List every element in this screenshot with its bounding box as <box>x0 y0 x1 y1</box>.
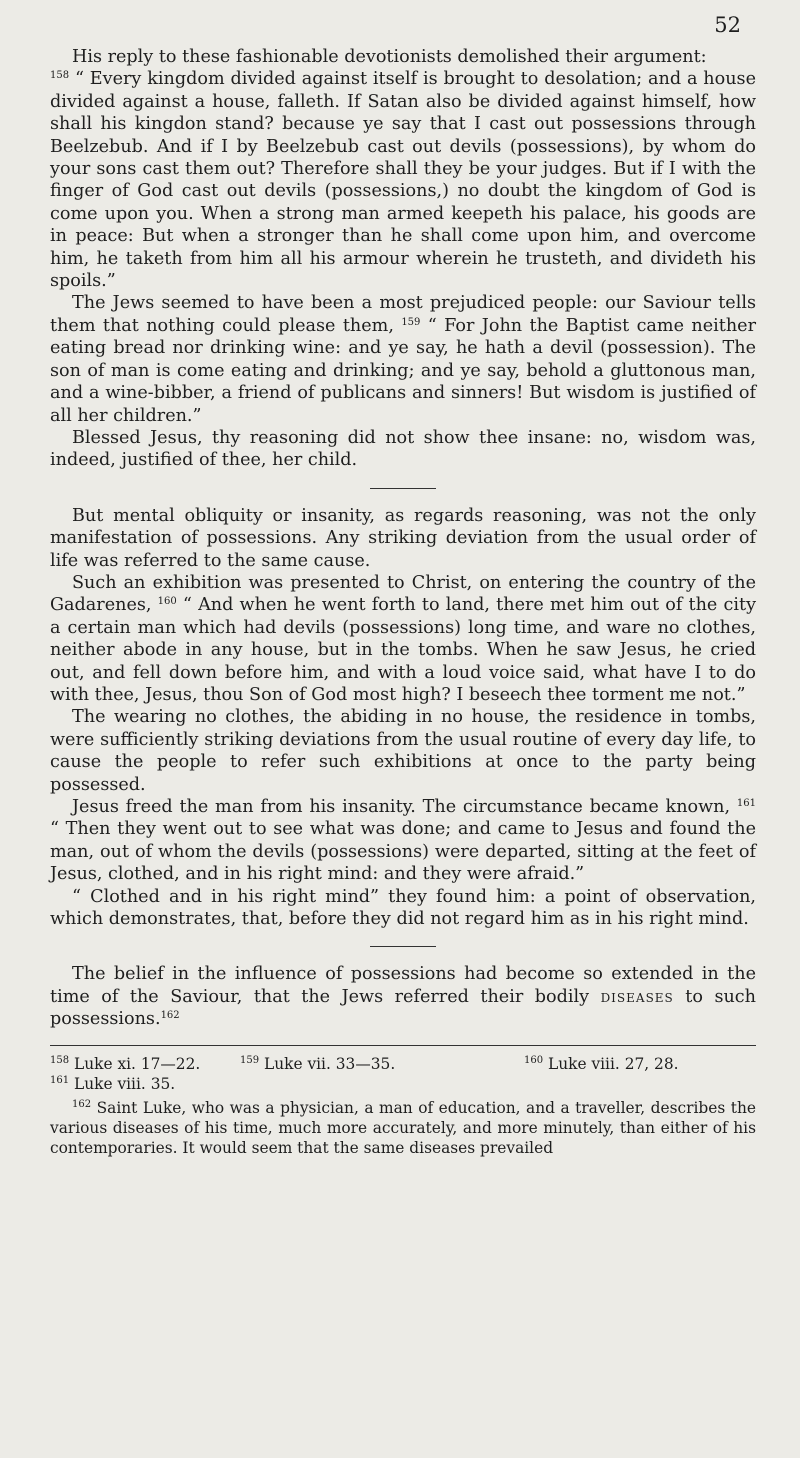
paragraph-text: The wearing no clothes, the abiding in no house, the residence in tombs, were sufficiently striking deviations from the usual routine of every day life, to cause the people to refer such exhibitions at once to the party being possessed. <box>50 707 756 795</box>
paragraph-text: “ Clothed and in his right mind” they found him: a point of observation, which demonstrates, that, before they did not regard him as in his right mind. <box>50 886 756 930</box>
footnote-ref: 162 <box>160 1010 180 1022</box>
footnote-text: Luke viii. 35. <box>69 1074 176 1093</box>
page-number: 52 <box>714 13 741 37</box>
footnote-text: Luke vii. 33—35. <box>259 1054 396 1073</box>
section-divider <box>370 488 436 489</box>
footnote-line <box>50 1054 756 1074</box>
footnote-text: Luke xi. 17—22. <box>69 1054 201 1073</box>
paragraph-text: The belief in the influence of possessions had become so extended in the time of the Saviour, that the Jews referred their bodily <box>50 964 756 1007</box>
footnotes <box>50 1054 756 1158</box>
footnote-number: 162 <box>72 1098 92 1110</box>
quotation-text: “ Every kingdom divided against itself is brought to desolation; and a house divided against a house, falleth. If Satan also be divided against himself, how shall his kingdon stand? because ye say that I cast out possessions through Beelzebub. And if I by Beelzebub cast out devils (possessions), by whom do your sons cast them out? Therefore shall they be your judges. But if I with the finger of God cast out devils (possessions,) no doubt the kingdom of God is come upon you. When a strong man armed keepeth his palace, his goods are in peace: But when a stronger than he shall come upon him, and overcome him, he taketh from him all his armour wherein he trusteth, and divideth his spoils.” <box>50 69 756 292</box>
footnote <box>240 1054 524 1074</box>
paragraph-text: The Jews seemed to have been a most prejudiced people: our Saviour tells them that nothing could please them, <box>50 293 756 336</box>
paragraph <box>50 706 756 796</box>
paragraph <box>50 292 756 426</box>
footnote-number: 160 <box>524 1054 544 1066</box>
paragraph-text: Blessed Jesus, thy reasoning did not show thee insane: no, wisdom was, indeed, justified of thee, her child. <box>50 427 756 471</box>
footnote-line <box>50 1074 756 1094</box>
paragraph <box>50 68 756 292</box>
paragraph <box>50 505 756 572</box>
small-caps-word: diseases <box>600 986 674 1007</box>
paragraph-text: Such an exhibition was presented to Christ, on entering the country of the Gadarenes, <box>50 572 756 616</box>
quotation-text: “ Then they went out to see what was done; and came to Jesus and found the man, out of whom the devils (possessions) were departed, sitting at the feet of Jesus, clothed, and in his right mind: and they were afraid.” <box>50 819 756 885</box>
footnote-ref: 159 <box>401 316 421 328</box>
quotation-text: “ And when he went forth to land, there met him out of the city a certain man which had devils (possessions) long time, and ware no clothes, neither abode in any house, but in the tombs. When he saw Jesus, he cried out, and fell down before him, and with a loud voice said, what have I to do with thee, Jesus, thou Son of God most high? I beseech thee torment me not.” <box>50 595 757 705</box>
footnote-text: Luke viii. 27, 28. <box>543 1054 679 1073</box>
footnote-ref: 158 <box>50 70 70 82</box>
paragraph-text: to such possessions. <box>50 986 756 1030</box>
paragraph-text: His reply to these fashionable devotionists demolished their argument: <box>72 47 707 67</box>
section-2 <box>50 505 756 931</box>
paragraph-text: Jesus freed the man from his insanity. The circumstance became known, <box>72 797 737 817</box>
section-3 <box>50 963 756 1030</box>
paragraph-text: But mental obliquity or insanity, as regards reasoning, was not the only manifestation of possessions. Any striking deviation from the usual order of life was referred to the same cause. <box>50 505 756 571</box>
quotation-text: “ For John the Baptist came neither eating bread nor drinking wine: and ye say, he hath a devil (possession). The son of man is come eating and drinking; and ye say, behold a gluttonous man, and a wine-bibber, a friend of publicans and sinners! But wisdom is justified of all her children.” <box>50 315 756 426</box>
footnote-number: 159 <box>240 1054 260 1066</box>
paragraph <box>50 46 756 68</box>
footnote-paragraph <box>50 1098 756 1158</box>
footnote-ref: 160 <box>157 596 177 608</box>
paragraph <box>50 796 756 886</box>
footnote-rule <box>50 1045 756 1046</box>
paragraph <box>50 886 756 931</box>
footnote <box>50 1054 240 1074</box>
footnote-text: Saint Luke, who was a physician, a man of education, and a traveller, describes the various diseases of his time, much more accurately, and more minutely, than either of his contemporaries. It would seem that the same diseases prevailed <box>50 1098 756 1157</box>
section-1 <box>50 46 756 472</box>
paragraph <box>50 427 756 472</box>
paragraph <box>50 963 756 1030</box>
footnote <box>50 1074 175 1094</box>
paragraph <box>50 572 756 706</box>
section-divider <box>370 946 436 947</box>
footnote-number: 158 <box>50 1054 70 1066</box>
footnote-ref: 161 <box>736 798 756 809</box>
footnote <box>524 1054 679 1074</box>
footnote-number: 161 <box>50 1074 70 1086</box>
